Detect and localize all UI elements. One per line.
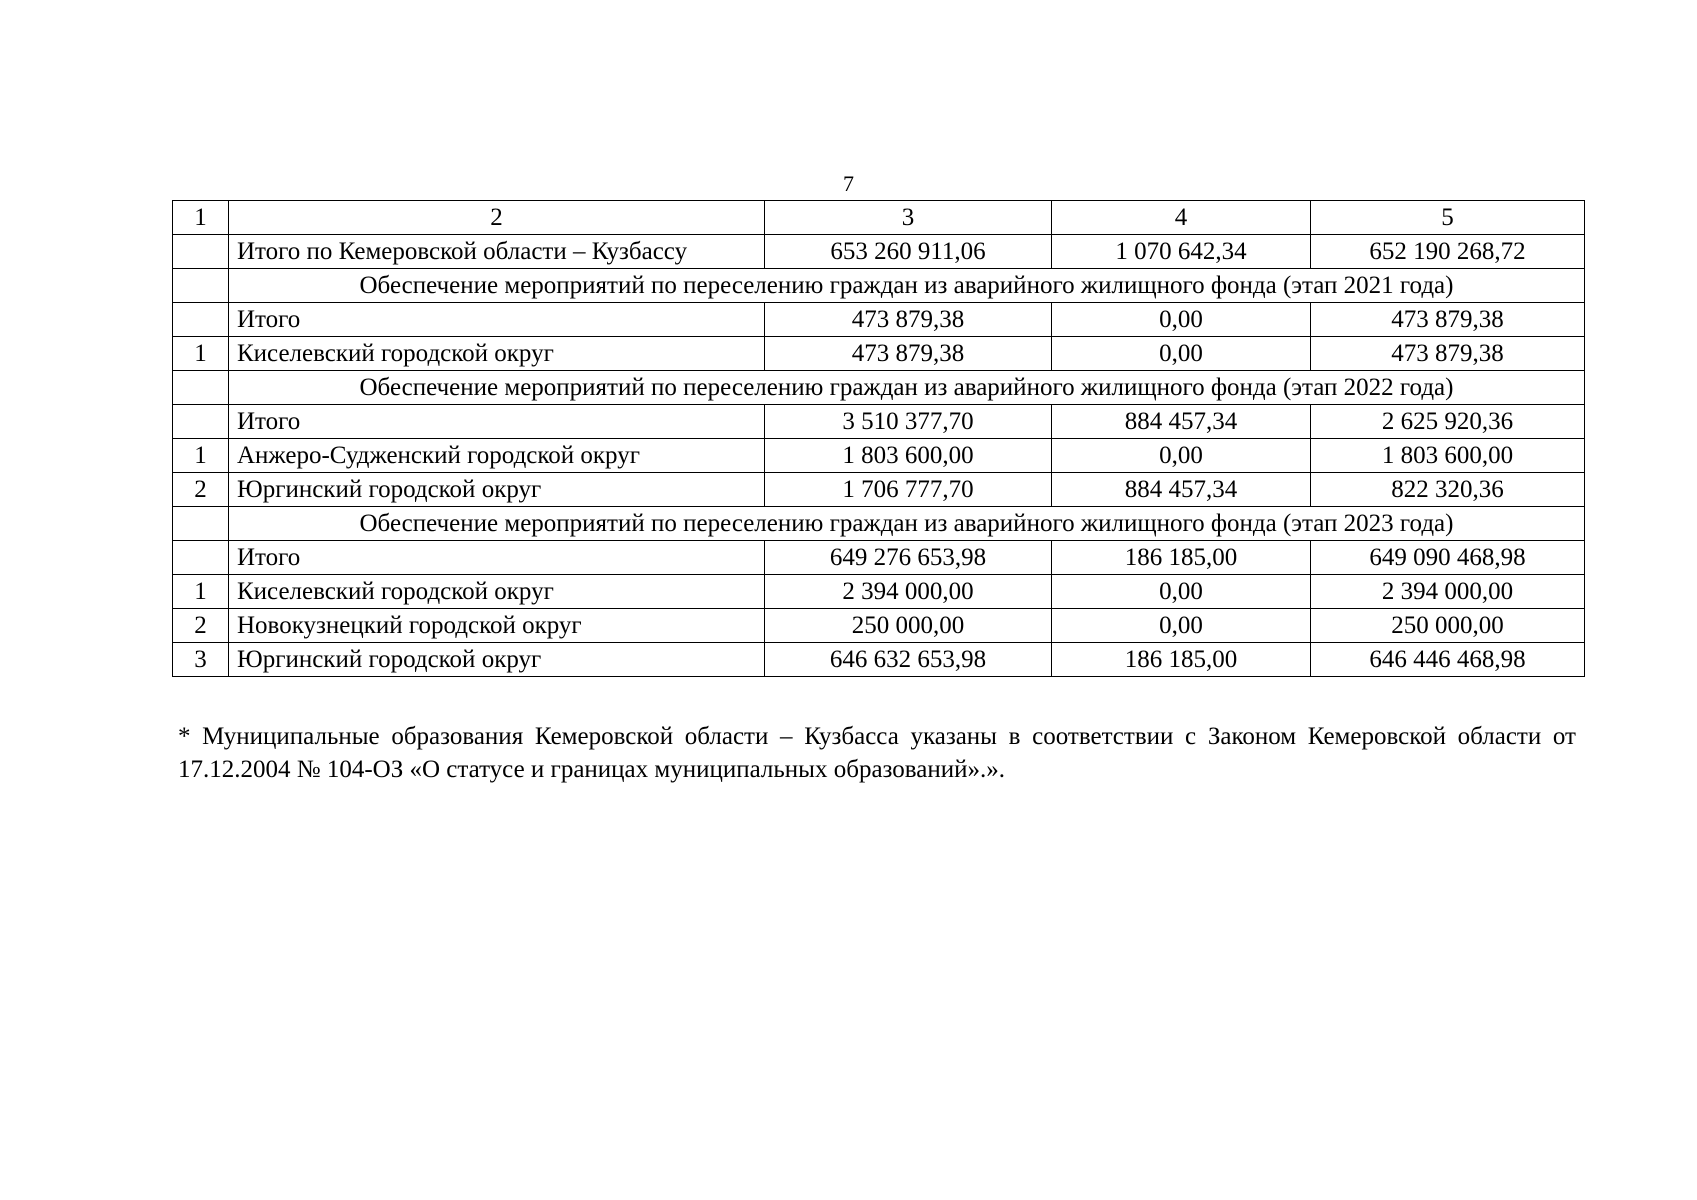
cell-col3: 1 706 777,70 bbox=[765, 473, 1052, 507]
cell-col3: 1 803 600,00 bbox=[765, 439, 1052, 473]
section-title-row bbox=[173, 269, 1585, 303]
page-number: 7 bbox=[843, 171, 854, 196]
row-name: Итого bbox=[229, 405, 765, 439]
section-title: Обеспечение мероприятий по переселению граждан из аварийного жилищного фонда (этап 2022 года) bbox=[229, 371, 1585, 405]
cell-col4: 0,00 bbox=[1052, 609, 1311, 643]
cell-col5: 649 090 468,98 bbox=[1311, 541, 1585, 575]
cell-col3: 653 260 911,06 bbox=[765, 235, 1052, 269]
cell-col5: 1 803 600,00 bbox=[1311, 439, 1585, 473]
table-header-row bbox=[173, 201, 1585, 235]
row-number: 1 bbox=[173, 575, 229, 609]
row-name: Киселевский городской округ bbox=[229, 337, 765, 371]
header-cell: 4 bbox=[1052, 201, 1311, 235]
row-name: Юргинский городской округ bbox=[229, 473, 765, 507]
funding-table bbox=[172, 200, 1585, 677]
cell-col4: 0,00 bbox=[1052, 575, 1311, 609]
table-row bbox=[173, 439, 1585, 473]
section-total-row bbox=[173, 303, 1585, 337]
section-title-row bbox=[173, 507, 1585, 541]
cell-col5: 822 320,36 bbox=[1311, 473, 1585, 507]
table-row bbox=[173, 643, 1585, 677]
cell-col5: 652 190 268,72 bbox=[1311, 235, 1585, 269]
cell-col3: 250 000,00 bbox=[765, 609, 1052, 643]
grand-total-row bbox=[173, 235, 1585, 269]
cell-col4: 186 185,00 bbox=[1052, 643, 1311, 677]
row-number: 2 bbox=[173, 609, 229, 643]
row-number bbox=[173, 371, 229, 405]
row-name: Итого bbox=[229, 541, 765, 575]
row-number: 2 bbox=[173, 473, 229, 507]
row-name: Юргинский городской округ bbox=[229, 643, 765, 677]
cell-col5: 2 625 920,36 bbox=[1311, 405, 1585, 439]
header-cell: 3 bbox=[765, 201, 1052, 235]
section-total-row bbox=[173, 541, 1585, 575]
row-number: 3 bbox=[173, 643, 229, 677]
cell-col5: 473 879,38 bbox=[1311, 303, 1585, 337]
row-number bbox=[173, 507, 229, 541]
table-row bbox=[173, 609, 1585, 643]
cell-col3: 3 510 377,70 bbox=[765, 405, 1052, 439]
cell-col4: 0,00 bbox=[1052, 303, 1311, 337]
cell-col5: 2 394 000,00 bbox=[1311, 575, 1585, 609]
section-title: Обеспечение мероприятий по переселению граждан из аварийного жилищного фонда (этап 2021 года) bbox=[229, 269, 1585, 303]
cell-col4: 0,00 bbox=[1052, 439, 1311, 473]
row-name: Анжеро-Судженский городской округ bbox=[229, 439, 765, 473]
cell-col4: 884 457,34 bbox=[1052, 473, 1311, 507]
cell-col3: 649 276 653,98 bbox=[765, 541, 1052, 575]
header-cell: 5 bbox=[1311, 201, 1585, 235]
section-total-row bbox=[173, 405, 1585, 439]
cell-col4: 884 457,34 bbox=[1052, 405, 1311, 439]
row-number bbox=[173, 541, 229, 575]
row-name: Итого bbox=[229, 303, 765, 337]
row-number bbox=[173, 303, 229, 337]
cell-col4: 1 070 642,34 bbox=[1052, 235, 1311, 269]
row-name: Новокузнецкий городской округ bbox=[229, 609, 765, 643]
table-row bbox=[173, 337, 1585, 371]
row-name: Киселевский городской округ bbox=[229, 575, 765, 609]
header-cell: 2 bbox=[229, 201, 765, 235]
header-cell: 1 bbox=[173, 201, 229, 235]
row-number bbox=[173, 235, 229, 269]
cell-col5: 646 446 468,98 bbox=[1311, 643, 1585, 677]
table-row bbox=[173, 575, 1585, 609]
cell-col3: 646 632 653,98 bbox=[765, 643, 1052, 677]
cell-col3: 473 879,38 bbox=[765, 303, 1052, 337]
row-name: Итого по Кемеровской области – Кузбассу bbox=[229, 235, 765, 269]
cell-col4: 186 185,00 bbox=[1052, 541, 1311, 575]
cell-col3: 2 394 000,00 bbox=[765, 575, 1052, 609]
row-number: 1 bbox=[173, 337, 229, 371]
cell-col4: 0,00 bbox=[1052, 337, 1311, 371]
section-title: Обеспечение мероприятий по переселению граждан из аварийного жилищного фонда (этап 2023 года) bbox=[229, 507, 1585, 541]
section-title-row bbox=[173, 371, 1585, 405]
footnote: * Муниципальные образования Кемеровской области – Кузбасса указаны в соответствии с Законом Кемеровской области от 17.12.2004 № 104-ОЗ «О статусе и границах муниципальных образований».». bbox=[178, 723, 1576, 783]
row-number bbox=[173, 405, 229, 439]
cell-col5: 473 879,38 bbox=[1311, 337, 1585, 371]
table-row bbox=[173, 473, 1585, 507]
cell-col5: 250 000,00 bbox=[1311, 609, 1585, 643]
row-number: 1 bbox=[173, 439, 229, 473]
row-number bbox=[173, 269, 229, 303]
cell-col3: 473 879,38 bbox=[765, 337, 1052, 371]
